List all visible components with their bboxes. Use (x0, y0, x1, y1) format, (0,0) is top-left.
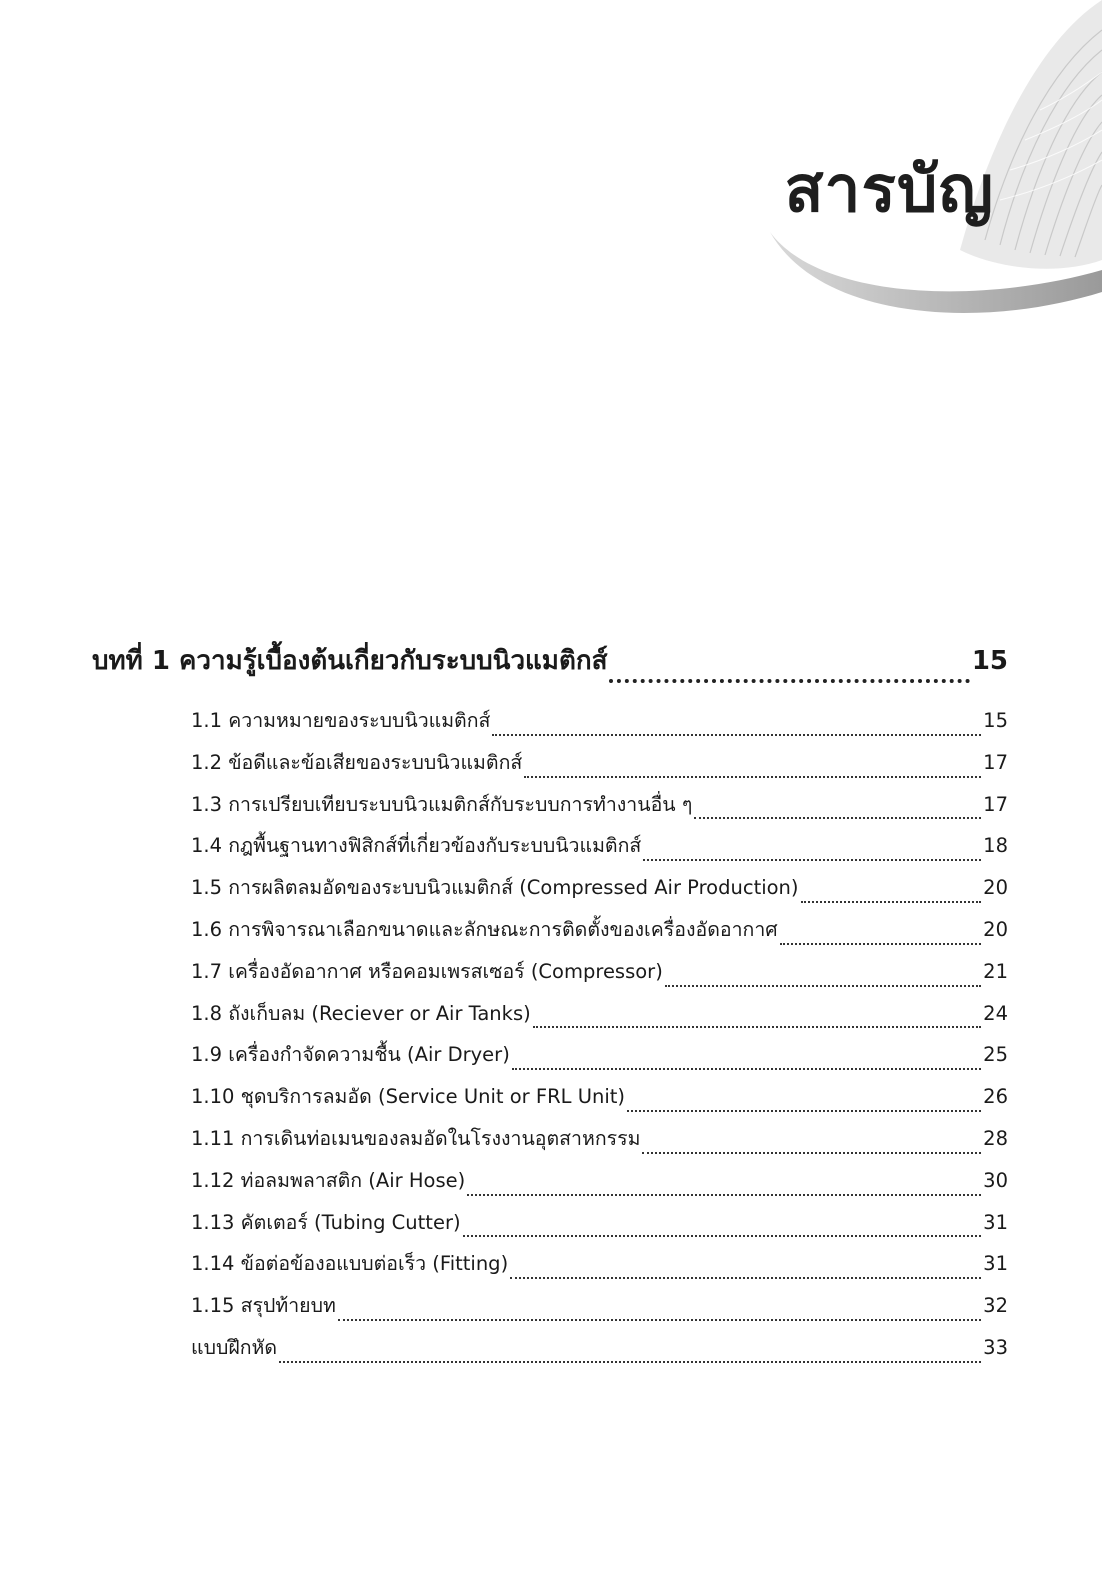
dot-leader (467, 1194, 981, 1196)
toc-entry[interactable] (191, 909, 1008, 951)
dot-leader (694, 817, 981, 819)
toc-entry-label: 1.8 ถังเก็บลม (Reciever or Air Tanks) (191, 1001, 531, 1025)
dot-leader (627, 1110, 981, 1112)
toc-entry-label: 1.10 ชุดบริการลมอัด (Service Unit or FRL Unit) (191, 1085, 626, 1109)
toc-entry-page: 18 (983, 834, 1008, 858)
toc-entry-page: 20 (983, 917, 1008, 941)
toc-entry-page: 21 (983, 959, 1008, 983)
toc-entry[interactable] (191, 1076, 1008, 1118)
dot-leader (642, 1152, 981, 1154)
toc-entry-label: แบบฝึกหัด (191, 1335, 278, 1359)
dot-leader (533, 1026, 981, 1028)
toc-entry-label: 1.4 กฎพื้นฐานทางฟิสิกส์ที่เกี่ยวข้องกับระบบนิวแมติกส์ (191, 834, 642, 858)
toc-entry[interactable] (191, 1118, 1008, 1160)
toc-entry[interactable] (191, 825, 1008, 867)
toc-entry-page: 28 (983, 1126, 1008, 1150)
toc-entry[interactable] (191, 1034, 1008, 1076)
toc-entry[interactable] (191, 1327, 1008, 1369)
toc-entry-page: 24 (983, 1001, 1008, 1025)
dot-leader (279, 1361, 981, 1363)
dot-leader (801, 901, 982, 903)
toc-entry[interactable] (191, 1202, 1008, 1244)
chapter-page-number: 15 (971, 646, 1008, 676)
dot-leader (510, 1277, 981, 1279)
chapter-entry[interactable] (92, 640, 1008, 688)
dot-leader (524, 776, 981, 778)
toc-entry-label: 1.7 เครื่องอัดอากาศ หรือคอมเพรสเซอร์ (Compressor) (191, 959, 663, 983)
toc-entry-label: 1.1 ความหมายของระบบนิวแมติกส์ (191, 709, 491, 732)
toc-entry[interactable] (191, 951, 1008, 993)
toc-entry-label: 1.5 การผลิตลมอัดของระบบนิวแมติกส์ (Compressed Air Production) (191, 876, 799, 900)
toc-entry-label: 1.3 การเปรียบเทียบระบบนิวแมติกส์กับระบบการทำงานอื่น ๆ (191, 792, 693, 816)
toc-entry-label: 1.9 เครื่องกำจัดความชื้น (Air Dryer) (191, 1043, 510, 1067)
toc-entry-page: 31 (983, 1252, 1008, 1276)
toc-entry[interactable] (191, 993, 1008, 1035)
toc-entry[interactable] (191, 1243, 1008, 1285)
toc-entry-label: 1.15 สรุปท้ายบท (191, 1294, 336, 1318)
dot-leader (463, 1235, 982, 1237)
dot-leader (665, 985, 981, 987)
toc-entry-page: 33 (983, 1335, 1008, 1359)
toc-entry[interactable] (191, 867, 1008, 909)
toc-entry-page: 31 (983, 1210, 1008, 1234)
dot-leader (492, 734, 981, 736)
table-of-contents (92, 640, 1008, 1369)
dot-leader (512, 1068, 981, 1070)
dot-leader (780, 943, 982, 945)
section-list (92, 700, 1008, 1369)
toc-entry-label: 1.12 ท่อลมพลาสติก (Air Hose) (191, 1168, 466, 1192)
toc-entry-page: 25 (983, 1043, 1008, 1067)
toc-entry-page: 32 (983, 1294, 1008, 1318)
toc-entry-page: 17 (983, 792, 1008, 816)
toc-entry[interactable] (191, 1160, 1008, 1202)
toc-entry-label: 1.13 คัตเตอร์ (Tubing Cutter) (191, 1210, 461, 1234)
toc-entry-page: 20 (983, 876, 1008, 900)
toc-entry[interactable] (191, 742, 1008, 784)
toc-entry-label: 1.2 ข้อดีและข้อเสียของระบบนิวแมติกส์ (191, 750, 523, 774)
toc-entry-page: 15 (983, 709, 1008, 732)
toc-entry[interactable] (191, 700, 1008, 742)
toc-entry[interactable] (191, 1285, 1008, 1327)
page-title: สารบัญ (784, 153, 994, 227)
toc-entry-page: 17 (983, 750, 1008, 774)
chapter-title: บทที่ 1 ความรู้เบื้องต้นเกี่ยวกับระบบนิวแมติกส์ (92, 646, 608, 676)
toc-entry-page: 26 (983, 1085, 1008, 1109)
dot-leader (609, 679, 969, 683)
dot-leader (643, 859, 981, 861)
toc-entry-label: 1.11 การเดินท่อเมนของลมอัดในโรงงานอุตสาหกรรม (191, 1126, 641, 1150)
toc-entry[interactable] (191, 784, 1008, 826)
toc-entry-label: 1.14 ข้อต่อข้องอแบบต่อเร็ว (Fitting) (191, 1252, 509, 1276)
dot-leader (338, 1319, 981, 1321)
toc-entry-label: 1.6 การพิจารณาเลือกขนาดและลักษณะการติดตั้งของเครื่องอัดอากาศ (191, 917, 778, 941)
toc-entry-page: 30 (983, 1168, 1008, 1192)
